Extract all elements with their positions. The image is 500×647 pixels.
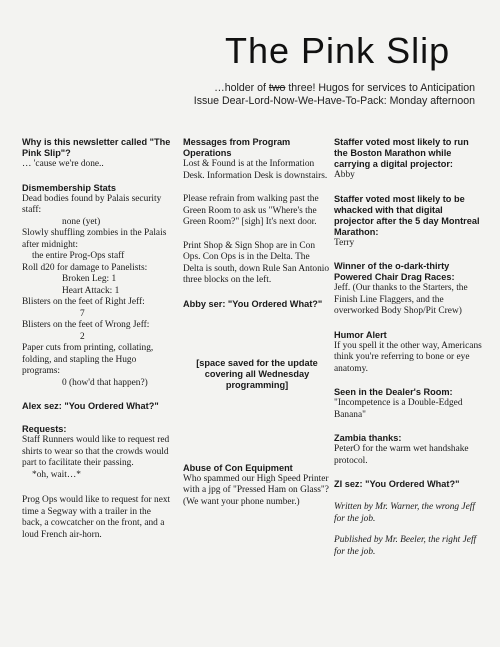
dealer-body: "Incompetence is a Double-Edged Banana" <box>334 398 463 420</box>
space-saved-note: [space saved for the update covering all Wednesday programming] <box>196 357 318 390</box>
dealer-heading: Seen in the Dealer's Room: <box>334 387 453 397</box>
credit-publisher: Published by Mr. Beeler, the right Jeff for the job. <box>334 535 477 557</box>
stat-wrong-jeff-value: 2 <box>80 331 85 342</box>
request-red-shirts: Staff Runners would like to request red shirts to wear so that the crowds would part to facilitate their passing. <box>22 435 170 468</box>
alex-quote: Alex sez: "You Ordered What?" <box>22 401 159 411</box>
stat-dead-bodies-value: none (yet) <box>62 216 101 227</box>
messages-heading: Messages from Program Operations <box>183 137 291 158</box>
message-print-shop: Print Shop & Sign Shop are in Con Ops. Con Ops is in the Delta. The Delta is south, down Rule San Antonio three blocks on the left. <box>183 240 330 285</box>
requests-heading: Requests: <box>22 424 67 434</box>
dismembership-heading: Dismembership Stats <box>22 182 116 193</box>
stat-d20: Roll d20 for damage to Panelists: <box>22 262 148 273</box>
subtitle-strike: two <box>268 82 286 94</box>
abuse-body: Who spammed our High Speed Printer with a jpg of "Pressed Ham on Glass"? <box>183 473 329 495</box>
subtitle-post: three! Hugos for services to Anticipation <box>285 82 475 94</box>
drag-race-heading: Winner of the o-dark-thirty Powered Chair Drag Races: <box>334 261 455 282</box>
staffer-boston-value: Abby <box>334 170 355 180</box>
credit-writer: Written by Mr. Warner, the wrong Jeff for the job. <box>334 502 475 524</box>
stat-paper-cuts: Paper cuts from printing, collating, folding, and stapling the Hugo programs: <box>22 343 154 376</box>
humor-heading: Humor Alert <box>334 329 387 340</box>
stat-paper-cuts-value: 0 (how'd that happen?) <box>62 377 148 388</box>
message-green-room: Please refrain from walking past the Green Room to ask us "Where's the Green Room?" [sigh] It's next door. <box>183 194 319 227</box>
stat-dead-bodies: Dead bodies found by Palais security staff: <box>22 193 162 215</box>
drag-race-body: Jeff. (Our thanks to the Starters, the Finish Line Flaggers, and the overworked Body Shop/Pit Crew) <box>334 283 468 316</box>
stat-zombies-value: the entire Prog-Ops staff <box>32 251 125 261</box>
abuse-phone: (We want your phone number.) <box>183 496 300 507</box>
stat-right-jeff-value: 7 <box>80 308 85 319</box>
message-lost-found: Lost & Found is at the Information Desk. Information Desk is downstairs. <box>183 159 328 181</box>
zi-quote: ZI sez: "You Ordered What?" <box>334 479 460 489</box>
why-body: … 'cause we're done.. <box>22 159 104 169</box>
request-segway: Prog Ops would like to request for next time a Segway with a trailer in the back, a cowcatcher on the front, and a loud French air-horn. <box>22 495 171 540</box>
zambia-heading: Zambia thanks: <box>334 433 402 443</box>
stat-right-jeff: Blisters on the feet of Right Jeff: <box>22 297 145 307</box>
subtitle-line-1 <box>194 82 475 95</box>
staffer-boston-heading: Staffer voted most likely to run the Boston Marathon while carrying a digital projector: <box>334 137 469 169</box>
zambia-body: PeterO for the warm wet handshake protocol. <box>334 444 469 466</box>
column-3 <box>334 137 482 558</box>
stat-broken-leg: Broken Leg: 1 <box>62 274 117 284</box>
stat-wrong-jeff: Blisters on the feet of Wrong Jeff: <box>22 320 150 330</box>
abby-quote: Abby ser: "You Ordered What?" <box>183 298 323 309</box>
subtitle-pre: …holder of <box>214 82 269 94</box>
humor-body: If you spell it the other way, Americans think you're referring to bone or eye anatomy. <box>334 340 482 374</box>
staffer-whacked-heading: Staffer voted most likely to be whacked with that digital projector after the 5 day Montreal Marathon: <box>334 193 480 237</box>
request-oh-wait: *oh, wait…* <box>32 469 81 480</box>
abuse-heading: Abuse of Con Equipment <box>183 462 293 473</box>
stat-heart-attack: Heart Attack: 1 <box>62 285 120 296</box>
column-1 <box>22 137 172 541</box>
staffer-whacked-value: Terry <box>334 237 355 248</box>
newsletter-title: The Pink Slip <box>225 30 451 71</box>
newsletter-subtitle <box>194 82 475 108</box>
column-2 <box>183 137 331 508</box>
stat-zombies: Slowly shuffling zombies in the Palais after midnight: <box>22 228 167 250</box>
why-heading: Why is this newsletter called "The Pink Slip"? <box>22 137 171 158</box>
subtitle-line-2: Issue Dear-Lord-Now-We-Have-To-Pack: Monday afternoon <box>193 95 475 107</box>
